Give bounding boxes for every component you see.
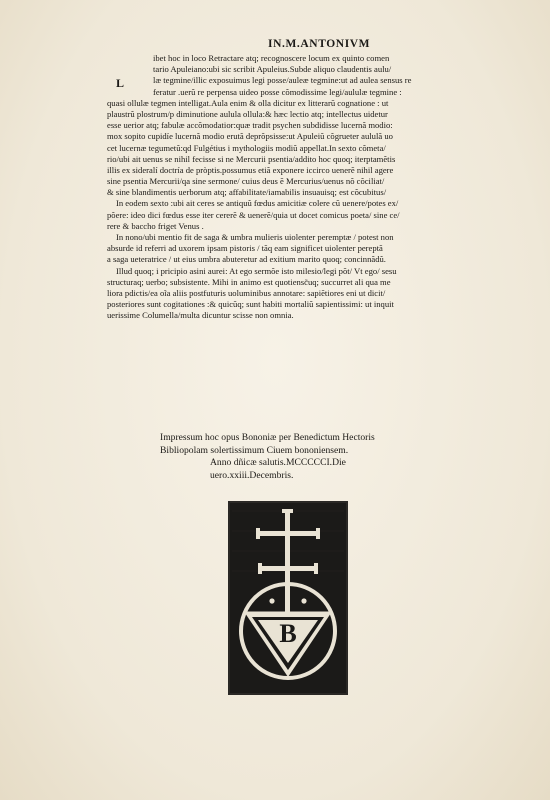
text-line: plaustrũ plostrum/p diminutione aulula ollula:& hæc lectio atq; intellectus uidetur <box>107 108 388 119</box>
text-line: quasi ollulæ tegmen intelligat.Aula enim & olla dicitur ex litterarũ cognatione : ut <box>107 97 389 108</box>
text-line: Illud quoq; i pricipio asini aurei: At ego sermõe isto milesio/legi põt/ Vt ego/ sesu <box>116 265 397 276</box>
text-line: rio/ubi ait uenus se nihil fecisse si ne Mercurii psentia/addito hoc quoq; iterptamẽtis <box>107 153 396 164</box>
text-line: mox sopito cupidíe lucernã modio erutã deprõpsisse:ut Apuleiũ cõgrueter aululã uo <box>107 131 393 142</box>
colophon-line: Bibliopolam solertissimum Ciuem bononiensem. <box>160 444 349 456</box>
text-line: liora pdictis/ea oĩa aliis postfuturis uoluminibus annotare: sapiẽtiores eni ut dicit/ <box>107 287 386 298</box>
text-line: illis ex sideralí doctría de pròptis.possumus etiã exponere iccirco uenerẽ nihil agere <box>107 164 394 175</box>
text-line: læ tegmine/illic exposuimus legi posse/auleæ tegmine:ut ad aulea sensus re <box>153 75 412 86</box>
text-line: In nono/ubi mentio fit de saga & umbra mulieris uiolenter peremptæ / potest non <box>116 232 394 242</box>
running-head: IN.M.ANTONIVM <box>268 38 371 50</box>
text-line: põere: ideo dici fœdus esse iter cererẽ & uenerẽ/quia ut docet comicus poeta/ sine ce/ <box>107 209 400 220</box>
text-line: sine psentia Mercurii/qa sine sermone/ cuius deus ẽ Mercurius/uenus nõ cõciliat/ <box>107 176 385 187</box>
text-line: uerissime Columella/multa dicuntur scisse non omnia. <box>107 310 294 321</box>
guide-letter-initial: L <box>116 76 125 90</box>
colophon-line: Anno dñicæ salutis.MCCCCCI.Die <box>210 457 346 468</box>
text-line: In eodem sexto :ubi ait ceres se antiquũ fœdus amicitiæ colere cũ uenere/potes ex/ <box>116 198 399 209</box>
text-line: structuraq; uerbo; subsistente. Mihi in animo est quotiensc̃uq; succurret ali qua me <box>107 276 391 287</box>
text-line: posteriores sunt cogitationes :& quicũq; sunt habiti mortaliũ sapientissimi: ut inquit <box>107 299 394 310</box>
text-line: feratur .uerũ re perpensa uideo posse cõmodissime legi/aululæ tegmine : <box>153 86 402 97</box>
printer-mark-graphic <box>228 501 348 695</box>
text-line: absurde id referri ad uxorem ipsam pistoris / tãq eam significet uiolenter pereptã <box>107 243 383 254</box>
main-text-block <box>107 53 519 322</box>
text-line: ibet hoc in loco Retractare atq; recognoscere locum ex quinto comen <box>153 53 390 63</box>
text-line: tario Apuleiano:ubi sic scribit Apuleius.Subde aliquo claudentis aulu/ <box>153 64 392 75</box>
colophon-line: Impressum hoc opus Bononiæ per Benedictum Hectoris <box>160 432 375 443</box>
printer-mark-letter: B <box>279 619 297 648</box>
text-line: rere & baccho friget Venus . <box>107 220 204 231</box>
colophon <box>160 432 460 482</box>
printer-device-woodcut <box>228 501 348 695</box>
text-line: esse uerior atq; fabulæ accõmodatior:quæ tradit psychen subdidisse lucernã modio: <box>107 120 393 131</box>
text-line: & sine blandimentis uerborum atq; affabilitate/iamabilis insuauisq; est cõcubitus/ <box>107 187 387 198</box>
colophon-line: uero.xxiii.Decembris. <box>210 469 294 481</box>
text-line: cet lucernæ tegumetũ:qd Fulgétius i mythologiis modiũ appellat.In sexto cõmeta/ <box>107 142 386 153</box>
text-line: a saga ueteratrice / ut eius umbra abuteretur ad exitium marito quoq; concinnãdũ. <box>107 254 386 265</box>
